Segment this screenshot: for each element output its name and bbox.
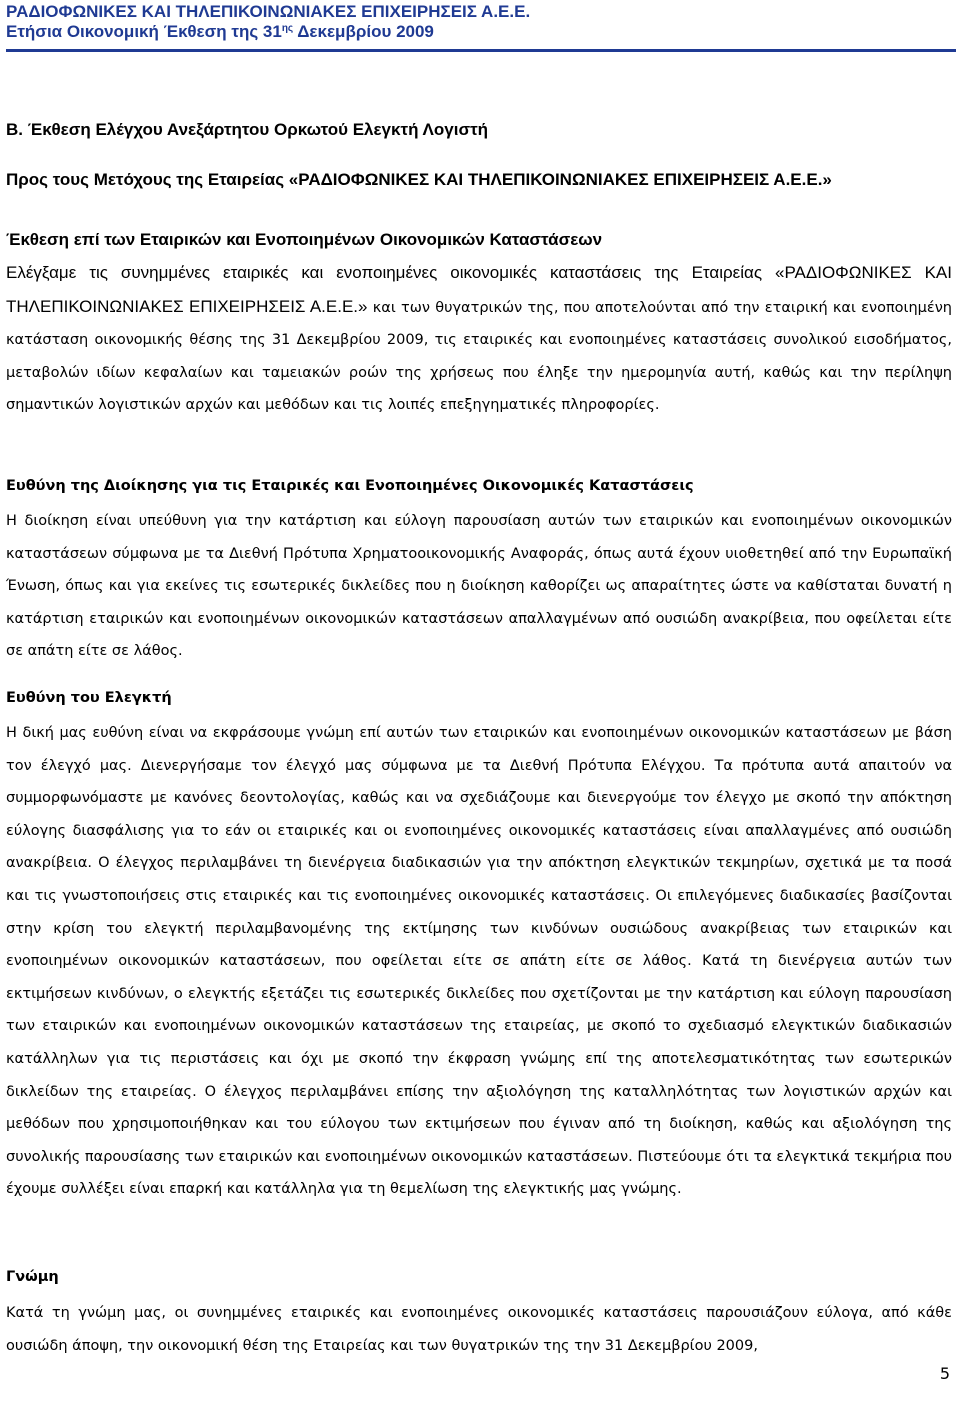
header-subtitle-sup: ης — [281, 23, 294, 34]
intro-rest-part: και των θυγατρικών της, που αποτελούνται από την εταιρική και ενοποιημένη κατάσταση οικονομικής θέσης της 31 Δεκεμβρίου 2009, τις εταιρικές και ενοποιημένες καταστάσεις συνολικού εισοδήματος, μεταβολών ιδίων κεφαλαίων και ταμειακών ροών της χρήσεως που έληξε την ημερομηνία αυτή, καθώς και την περίληψη σημαντικών λογιστικών αρχών και μεθόδων και τις λοιπές επεξηγηματικές πληροφορίες. — [6, 299, 952, 414]
page-number: 5 — [939, 1364, 950, 1383]
opinion-paragraph: Κατά τη γνώμη μας, οι συνημμένες εταιρικές και ενοποιημένες οικονομικές καταστάσεις παρουσιάζουν εύλογα, από κάθε ουσιώδη άποψη, την οικονομική θέση της Εταιρείας και των θυγατρικών της την 31 Δεκεμβρίου 2009, — [6, 1305, 952, 1354]
section-title: Β. Έκθεση Ελέγχου Ανεξάρτητου Ορκωτού Ελεγκτή Λογιστή — [6, 120, 489, 139]
mgmt-heading: Ευθύνη της Διοίκησης για τις Εταιρικές και Ενοποιημένες Οικονομικές Καταστάσεις — [6, 478, 694, 494]
header-divider — [6, 49, 956, 52]
intro-sans-part: Ελέγξαμε τις συνημμένες εταιρικές και ενοποιημένες οικονομικές καταστάσεις της Εταιρείας «ΡΑΔΙΟΦΩΝΙΚΕΣ ΚΑΙ ΤΗΛΕΠΙΚΟΙΝΩΝΙΑΚΕΣ ΕΠΙΧΕΙΡΗΣΕΙΣ Α.Ε.Ε.» — [6, 263, 952, 316]
header-subtitle-post: Δεκεμβρίου 2009 — [293, 22, 434, 41]
header-subtitle-pre: Ετήσια Οικονομική Έκθεση της 31 — [6, 22, 282, 41]
mgmt-paragraph: Η διοίκηση είναι υπεύθυνη για την κατάρτιση και εύλογη παρουσίαση αυτών των εταιρικών και ενοποιημένων οικονομικών καταστάσεων σύμφωνα με τα Διεθνή Πρότυπα Χρηματοοικονομικής Αναφοράς, όπως αυτά έχουν υιοθετηθεί από την Ευρωπαϊκή Ένωση, όπως και για εκείνες τις εσωτερικές δικλείδες που η διοίκηση καθορίζει ως απαραίτητες ώστε να καθίσταται δυνατή η κατάρτιση εταιρικών και ενοποιημένων οικονομικών καταστάσεων απαλλαγμένων από ουσιώδη ανακρίβεια, που οφείλεται είτε σε απάτη είτε σε λάθος. — [6, 513, 952, 660]
header-company-name: ΡΑΔΙΟΦΩΝΙΚΕΣ ΚΑΙ ΤΗΛΕΠΙΚΟΙΝΩΝΙΑΚΕΣ ΕΠΙΧΕΙΡΗΣΕΙΣ Α.Ε.Ε. — [6, 2, 531, 21]
addressee: Προς τους Μετόχους της Εταιρείας «ΡΑΔΙΟΦΩΝΙΚΕΣ ΚΑΙ ΤΗΛΕΠΙΚΟΙΝΩΝΙΑΚΕΣ ΕΠΙΧΕΙΡΗΣΕΙΣ Α.Ε.Ε.» — [6, 170, 832, 189]
auditor-heading: Ευθύνη του Ελεγκτή — [6, 690, 172, 706]
auditor-paragraph: Η δική μας ευθύνη είναι να εκφράσουμε γνώμη επί αυτών των εταιρικών και ενοποιημένων οικονομικών καταστάσεων με βάση τον έλεγχό μας. Διενεργήσαμε τον έλεγχό μας σύμφωνα με τα Διεθνή Πρότυπα Ελέγχου. Τα πρότυπα αυτά απαιτούν να συμμορφωνόμαστε με κανόνες δεοντολογίας, καθώς και να σχεδιάζουμε και διενεργούμε τον έλεγχο με σκοπό την απόκτηση εύλογης διασφάλισης για το εάν οι εταιρικές και οι ενοποιημένες οικονομικές καταστάσεις είναι απαλλαγμένες από ουσιώδη ανακρίβεια. Ο έλεγχος περιλαμβάνει τη διενέργεια διαδικασιών για την απόκτηση ελεγκτικών τεκμηρίων, σχετικά με τα ποσά και τις γνωστοποιήσεις στις εταιρικές και τις ενοποιημένες οικονομικές καταστάσεις. Οι επιλεγόμενες διαδικασίες βασίζονται στην κρίση του ελεγκτή περιλαμβανομένης της εκτίμησης των κινδύνων ουσιώδους ανακρίβειας των εταιρικών και ενοποιημένων οικονομικών καταστάσεων, που οφείλεται είτε σε απάτη είτε σε λάθος. Κατά τη διενέργεια αυτών των εκτιμήσεων κινδύνων, ο ελεγκτής εξετάζει τις εσωτερικές δικλείδες που σχετίζονται με την κατάρτιση και εύλογη παρουσίαση των εταιρικών και ενοποιημένων οικονομικών καταστάσεων της εταιρείας, με σκοπό το σχεδιασμό ελεγκτικών διαδικασιών κατάλληλων για τις περιστάσεις και όχι με σκοπό την έκφραση γνώμης επί της αποτελεσματικότητας των εσωτερικών δικλείδων της εταιρείας. Ο έλεγχος περιλαμβάνει επίσης την αξιολόγηση της καταλληλότητας των λογιστικών αρχών και μεθόδων που χρησιμοποιήθηκαν και του εύλογου των εκτιμήσεων που έγιναν από τη διοίκηση, καθώς και αξιολόγηση της συνολικής παρουσίασης των εταιρικών και ενοποιημένων οικονομικών καταστάσεων. Πιστεύουμε ότι τα ελεγκτικά τεκμήρια που έχουμε συλλέξει είναι επαρκή και κατάλληλα για τη θεμελίωση της ελεγκτικής μας γνώμης. — [6, 725, 952, 1198]
intro-paragraph — [6, 257, 952, 422]
report-title: Έκθεση επί των Εταιρικών και Ενοποιημένων Οικονομικών Καταστάσεων — [6, 230, 603, 249]
header-report-subtitle — [6, 22, 434, 42]
opinion-heading: Γνώμη — [6, 1269, 59, 1285]
